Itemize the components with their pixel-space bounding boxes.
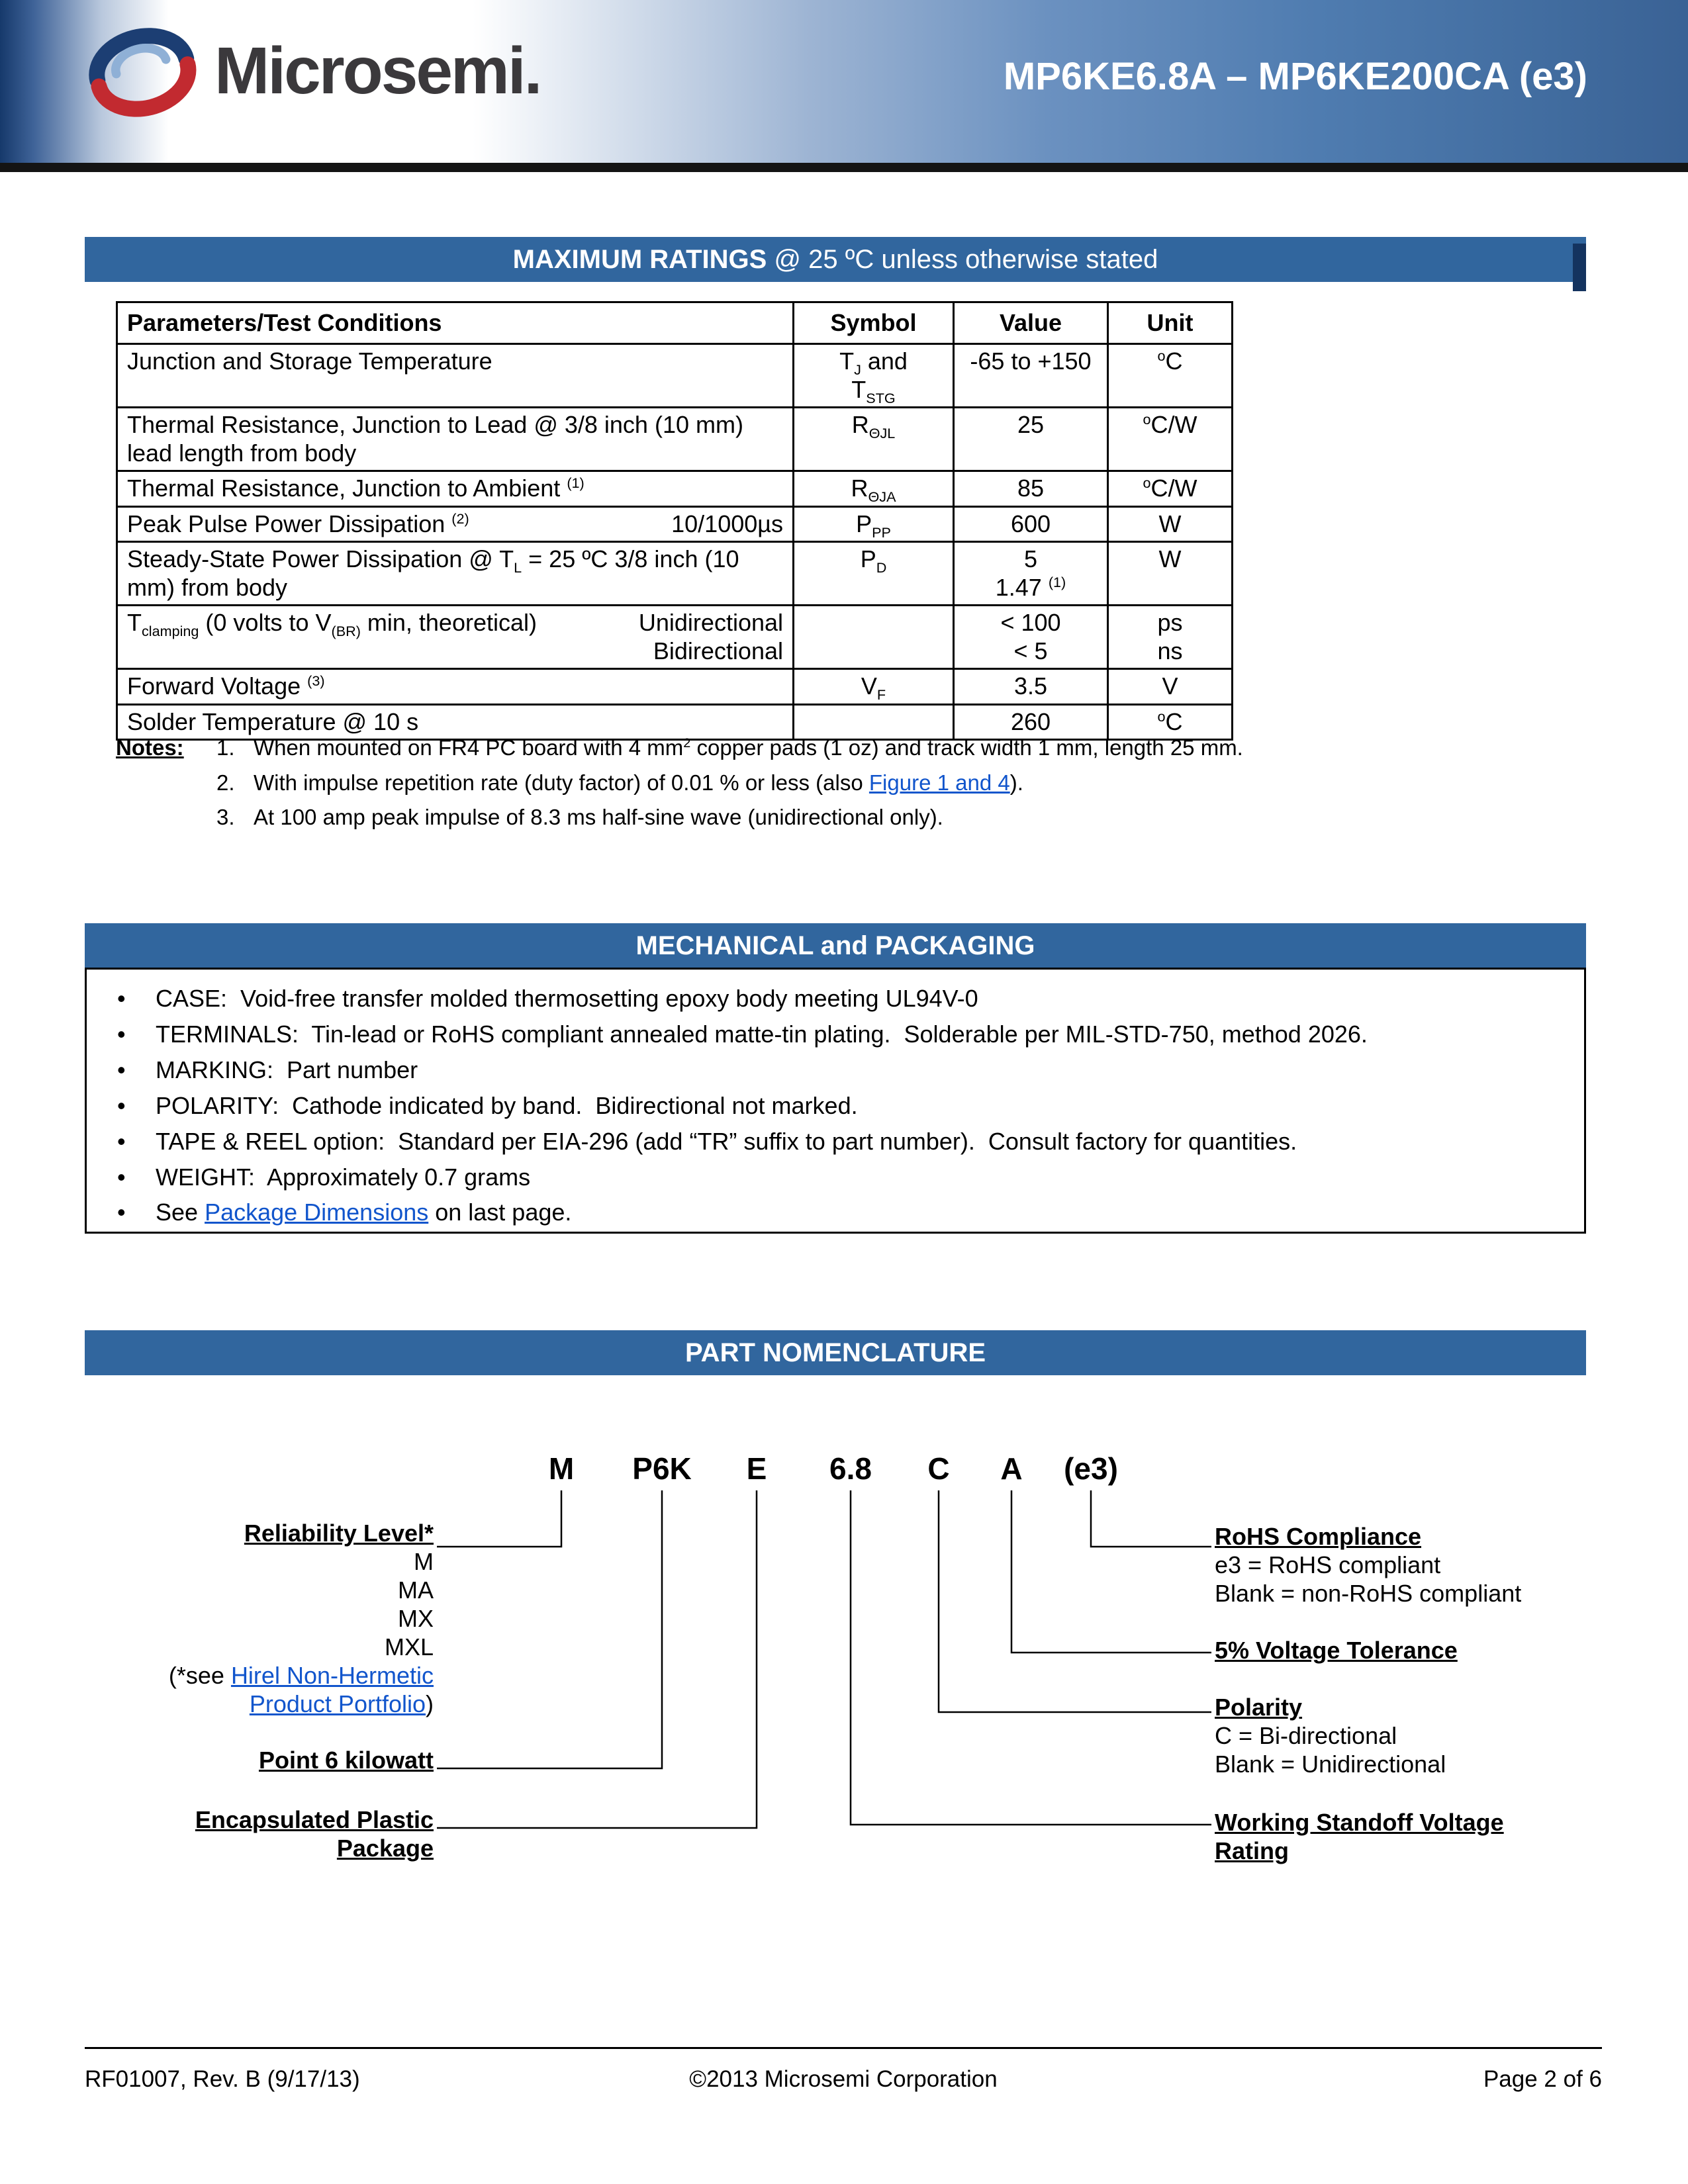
inline-link[interactable]: Package Dimensions bbox=[205, 1199, 429, 1226]
symbol-cell: $R_{\Theta JL}$ bbox=[794, 408, 954, 471]
page-title: MP6KE6.8A – MP6KE200CA (e3) bbox=[1003, 55, 1587, 98]
banner-part-nomenclature bbox=[85, 1330, 1586, 1375]
bullet-item bbox=[117, 1091, 1564, 1120]
param-cell: Forward Voltage $^{(3)}$ bbox=[117, 669, 794, 704]
footer-doc-revision: RF01007, Rev. B (9/17/13) bbox=[85, 2066, 360, 2092]
value-cell: 5 1.47 $^{(1)}$ bbox=[954, 542, 1108, 606]
bullet-item bbox=[117, 984, 1564, 1013]
table-header-row bbox=[117, 302, 1233, 344]
unit-cell: W bbox=[1108, 542, 1233, 606]
label-point-6-kilowatt bbox=[259, 1746, 434, 1774]
param-cell: Thermal Resistance, Junction to Lead @ 3/8 inch (10 mm) lead length from body bbox=[117, 408, 794, 471]
mechanical-list bbox=[87, 970, 1584, 1227]
col-header-parameters: Parameters/Test Conditions bbox=[117, 302, 794, 344]
unit-cell: V bbox=[1108, 669, 1233, 704]
label-lines: M MA MX MXL (*see Hirel Non-Hermetic Product Portfolio) bbox=[168, 1548, 434, 1717]
footer-page-number: Page 2 of 6 bbox=[1483, 2066, 1602, 2092]
microsemi-logo-icon bbox=[79, 20, 205, 122]
unit-cell: ps ns bbox=[1108, 606, 1233, 669]
col-header-unit: Unit bbox=[1108, 302, 1233, 344]
value-cell: 600 bbox=[954, 506, 1108, 541]
bullet-text: TAPE & REEL option: Standard per EIA-296 (add “TR” suffix to part number). Consult factory for quantities. bbox=[156, 1127, 1297, 1155]
bullet-item bbox=[117, 1056, 1564, 1085]
param-cell: $T_{clamping}$ (0 volts to $V_{(BR)}$ min, theoretical) Unidirectional Bidirectional bbox=[117, 606, 794, 669]
symbol-cell: $V_F$ bbox=[794, 669, 954, 704]
label-heading: RoHS Compliance bbox=[1215, 1523, 1422, 1550]
ratings-row bbox=[117, 408, 1233, 471]
token-reliability: M bbox=[548, 1451, 575, 1486]
footer-copyright: ©2013 Microsemi Corporation bbox=[689, 2066, 998, 2092]
param-cell: Peak Pulse Power Dissipation $^{(2)}$ 10/1000µs bbox=[117, 506, 794, 541]
footer-divider bbox=[85, 2047, 1602, 2049]
banner-title: MECHANICAL and PACKAGING bbox=[635, 931, 1035, 960]
header-divider-bar bbox=[0, 163, 1688, 172]
param-cell: Solder Temperature @ 10 s bbox=[117, 704, 794, 739]
microsemi-logo bbox=[79, 20, 540, 122]
bullet-item bbox=[117, 1163, 1564, 1192]
col-header-value: Value bbox=[954, 302, 1108, 344]
bullet-icon: • bbox=[117, 1127, 126, 1155]
label-heading: Encapsulated Plastic Package bbox=[195, 1806, 434, 1862]
value-cell: 25 bbox=[954, 408, 1108, 471]
note-text: When mounted on FR4 PC board with 4 $mm^2$ copper pads (1 oz) and track width 1 mm, length 25 mm. bbox=[254, 735, 1243, 760]
inline-link[interactable]: Product Portfolio bbox=[249, 1690, 426, 1717]
unit-cell: $^o$C/W bbox=[1108, 408, 1233, 471]
symbol-cell: $R_{\Theta JA}$ bbox=[794, 471, 954, 506]
symbol-cell: $P_{PP}$ bbox=[794, 506, 954, 541]
note-number: 2. bbox=[216, 770, 235, 795]
notes-section bbox=[116, 733, 1427, 833]
banner-maximum-ratings bbox=[85, 237, 1586, 282]
value-cell: 3.5 bbox=[954, 669, 1108, 704]
value-cell: -65 to +150 bbox=[954, 344, 1108, 408]
part-nomenclature-diagram bbox=[0, 1390, 1688, 1985]
bullet-icon: • bbox=[117, 985, 126, 1012]
notes-items bbox=[216, 733, 1427, 833]
token-polarity: C bbox=[927, 1451, 950, 1486]
note-number: 3. bbox=[216, 805, 235, 830]
label-lines: e3 = RoHS compliant Blank = non-RoHS compliant bbox=[1215, 1551, 1522, 1607]
bullet-text: See Package Dimensions on last page. bbox=[156, 1199, 572, 1226]
bullet-item bbox=[117, 1020, 1564, 1049]
bullet-icon: • bbox=[117, 1056, 126, 1083]
bullet-text: POLARITY: Cathode indicated by band. Bidirectional not marked. bbox=[156, 1091, 858, 1119]
page-footer bbox=[85, 2066, 1602, 2099]
token-voltage: 6.8 bbox=[829, 1451, 872, 1486]
label-heading: 5% Voltage Tolerance bbox=[1215, 1637, 1458, 1664]
page-header bbox=[0, 0, 1688, 163]
banner-title-rest: @ 25 ºC unless otherwise stated bbox=[767, 244, 1158, 274]
note-item bbox=[216, 768, 1427, 798]
banner-title-bold: MAXIMUM RATINGS bbox=[512, 244, 767, 274]
value-cell: 260 bbox=[954, 704, 1108, 739]
label-heading: Point 6 kilowatt bbox=[258, 1747, 434, 1774]
label-encapsulated-plastic-package bbox=[195, 1805, 434, 1862]
param-cell: Thermal Resistance, Junction to Ambient $^{(1)}$ bbox=[117, 471, 794, 506]
ratings-row bbox=[117, 606, 1233, 669]
unit-cell: $^o$C bbox=[1108, 344, 1233, 408]
mechanical-box bbox=[85, 968, 1586, 1234]
bullet-icon: • bbox=[117, 1199, 126, 1226]
note-text: At 100 amp peak impulse of 8.3 ms half-sine wave (unidirectional only). bbox=[254, 805, 943, 830]
ratings-row bbox=[117, 344, 1233, 408]
ratings-row bbox=[117, 542, 1233, 606]
ratings-table-body bbox=[117, 344, 1233, 740]
token-tolerance: A bbox=[1000, 1451, 1023, 1486]
token-p6k: P6K bbox=[632, 1451, 692, 1486]
label-heading: Working Standoff Voltage Rating bbox=[1215, 1809, 1504, 1864]
bullet-item bbox=[117, 1127, 1564, 1156]
note-text: With impulse repetition rate (duty factor) of 0.01 % or less (also Figure 1 and 4). bbox=[254, 770, 1023, 795]
inline-link[interactable]: Figure 1 and 4 bbox=[868, 770, 1010, 795]
banner-mechanical bbox=[85, 923, 1586, 968]
label-voltage-tolerance bbox=[1215, 1636, 1458, 1664]
param-cell: Junction and Storage Temperature bbox=[117, 344, 794, 408]
bullet-item bbox=[117, 1198, 1564, 1227]
value-cell: 85 bbox=[954, 471, 1108, 506]
value-cell: < 100 < 5 bbox=[954, 606, 1108, 669]
bullet-icon: • bbox=[117, 1020, 126, 1048]
banner-shadow-cap bbox=[1573, 244, 1586, 291]
token-rohs: (e3) bbox=[1064, 1451, 1118, 1486]
bullet-text: MARKING: Part number bbox=[156, 1056, 418, 1083]
label-polarity bbox=[1215, 1693, 1446, 1778]
unit-cell: $^o$C bbox=[1108, 704, 1233, 739]
bullet-text: CASE: Void-free transfer molded thermosetting epoxy body meeting UL94V-0 bbox=[156, 985, 978, 1012]
banner-title: PART NOMENCLATURE bbox=[684, 1338, 986, 1367]
bullet-icon: • bbox=[117, 1163, 126, 1191]
label-reliability-level bbox=[169, 1519, 434, 1718]
bullet-text: WEIGHT: Approximately 0.7 grams bbox=[156, 1163, 531, 1191]
note-item bbox=[216, 803, 1427, 833]
unit-cell: $^o$C/W bbox=[1108, 471, 1233, 506]
symbol-cell: $T_J$ and $T_{STG}$ bbox=[794, 344, 954, 408]
label-lines: C = Bi-directional Blank = Unidirectional bbox=[1215, 1722, 1446, 1778]
label-rohs-compliance bbox=[1215, 1522, 1521, 1608]
note-item bbox=[216, 733, 1427, 763]
token-package: E bbox=[746, 1451, 767, 1486]
unit-cell: W bbox=[1108, 506, 1233, 541]
col-header-symbol: Symbol bbox=[794, 302, 954, 344]
note-number: 1. bbox=[216, 735, 235, 760]
bullet-icon: • bbox=[117, 1091, 126, 1119]
ratings-row bbox=[117, 471, 1233, 506]
ratings-table bbox=[116, 301, 1233, 741]
symbol-cell bbox=[794, 606, 954, 669]
label-heading: Reliability Level* bbox=[244, 1520, 434, 1547]
ratings-row bbox=[117, 669, 1233, 704]
bullet-text: TERMINALS: Tin-lead or RoHS compliant annealed matte-tin plating. Solderable per MIL-STD-750, method 2026. bbox=[156, 1020, 1368, 1048]
label-heading: Polarity bbox=[1215, 1694, 1303, 1721]
notes-label: Notes: bbox=[116, 735, 184, 760]
logo-wordmark: Microsemi. bbox=[214, 34, 541, 108]
label-working-standoff-voltage bbox=[1215, 1808, 1504, 1865]
ratings-row bbox=[117, 506, 1233, 541]
inline-link[interactable]: Hirel Non-Hermetic bbox=[230, 1662, 434, 1689]
param-cell: Steady-State Power Dissipation @ $T_L = 25$ ºC 3/8 inch (10 mm) from body bbox=[117, 542, 794, 606]
symbol-cell: $P_D$ bbox=[794, 542, 954, 606]
